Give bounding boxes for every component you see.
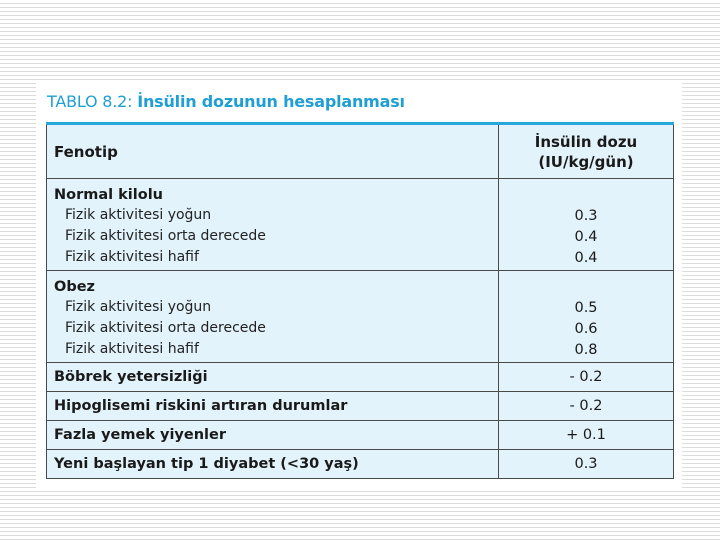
group-item: Fizik aktivitesi yoğun: [65, 299, 212, 315]
table-title-prefix: TABLO 8.2:: [47, 92, 138, 111]
group-item: Fizik aktivitesi hafif: [65, 341, 199, 357]
row-label: Böbrek yetersizliği: [47, 363, 499, 392]
group-item: Fizik aktivitesi yoğun: [65, 207, 212, 223]
table-row-normal-weight: [47, 179, 674, 271]
dose-value: 0.4: [574, 229, 598, 245]
row-label: Fazla yemek yiyenler: [47, 421, 499, 450]
group-title: Obez: [54, 279, 95, 295]
header-insulin-dose: [499, 124, 674, 179]
dose-value: 0.3: [574, 208, 598, 224]
row-value: + 0.1: [499, 421, 674, 450]
group-normal-weight-values: [499, 179, 674, 271]
group-item: Fizik aktivitesi hafif: [65, 249, 199, 265]
row-label: Hipoglisemi riskini artıran durumlar: [47, 392, 499, 421]
header-phenotype: Fenotip: [47, 124, 499, 179]
row-value: - 0.2: [499, 363, 674, 392]
row-label: Yeni başlayan tip 1 diyabet (<30 yaş): [47, 450, 499, 479]
row-value: 0.3: [499, 450, 674, 479]
table-row: [47, 363, 674, 392]
insulin-dose-table: [46, 122, 674, 479]
group-item: Fizik aktivitesi orta derecede: [65, 320, 266, 336]
group-title: Normal kilolu: [54, 187, 163, 203]
group-obese-values: [499, 271, 674, 363]
table-title: [47, 92, 405, 111]
slide-panel: [36, 82, 682, 490]
dose-value: 0.5: [574, 300, 598, 316]
table-header-row: [47, 124, 674, 179]
header-insulin-dose-title: İnsülin dozu: [534, 132, 638, 151]
group-normal-weight: [47, 179, 499, 271]
table-title-main: İnsülin dozunun hesaplanması: [137, 92, 405, 111]
table-row-obese: [47, 271, 674, 363]
table-row: [47, 392, 674, 421]
group-item: Fizik aktivitesi orta derecede: [65, 228, 266, 244]
table-row: [47, 421, 674, 450]
header-insulin-dose-unit: (IU/kg/gün): [538, 152, 634, 171]
table-row: [47, 450, 674, 479]
row-value: - 0.2: [499, 392, 674, 421]
dose-value: 0.8: [574, 342, 598, 358]
group-obese: [47, 271, 499, 363]
dose-value: 0.4: [574, 250, 598, 266]
dose-value: 0.6: [574, 321, 598, 337]
